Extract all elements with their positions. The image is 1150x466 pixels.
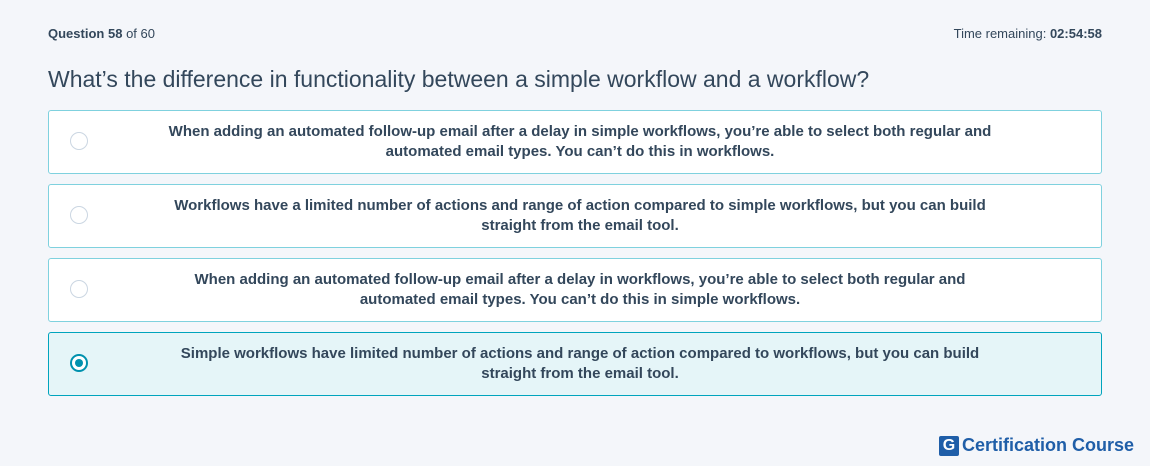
answer-option-text xyxy=(49,270,1101,310)
question-text: What’s the difference in functionality between a simple workflow and a workflow? xyxy=(48,66,870,92)
radio-button[interactable] xyxy=(70,132,88,150)
question-counter-label: Question xyxy=(48,25,105,41)
answer-option-line-2: automated email types. You can’t do this in workflows. xyxy=(385,143,775,160)
answer-option-line-1: When adding an automated follow-up email after a delay in workflows, you’re able to select both regular and xyxy=(194,271,966,288)
answer-option-line-1: Simple workflows have limited number of actions and range of action compared to workflows, but you can build xyxy=(180,345,980,362)
answer-option-line-2: automated email types. You can’t do this in simple workflows. xyxy=(359,291,801,308)
answer-options xyxy=(48,110,1102,406)
time-remaining-value: 02:54:58 xyxy=(1049,25,1102,41)
time-remaining-label: Time remaining: xyxy=(953,25,1047,41)
answer-option-4[interactable] xyxy=(48,332,1102,396)
answer-option-line-2: straight from the email tool. xyxy=(481,365,679,382)
question-counter-total: of 60 xyxy=(126,25,155,41)
answer-option-text xyxy=(49,344,1101,384)
radio-button[interactable] xyxy=(70,280,88,298)
quiz-header xyxy=(48,24,1102,42)
answer-option-text xyxy=(49,122,1101,162)
brand-name: Certification Course xyxy=(961,435,1134,455)
answer-option-2[interactable] xyxy=(48,184,1102,248)
answer-option-3[interactable] xyxy=(48,258,1102,322)
answer-option-line-1: Workflows have a limited number of actions and range of action compared to simple workflows, but you can build xyxy=(174,197,986,214)
radio-button[interactable] xyxy=(70,206,88,224)
question-counter-number: 58 xyxy=(107,25,123,41)
radio-button-selected[interactable] xyxy=(70,354,88,372)
radio-selected-dot xyxy=(75,359,83,367)
time-remaining xyxy=(954,26,1102,41)
answer-option-1[interactable] xyxy=(48,110,1102,174)
brand-g-icon: G xyxy=(939,436,959,456)
answer-option-line-2: straight from the email tool. xyxy=(481,217,679,234)
answer-option-line-1: When adding an automated follow-up email after a delay in simple workflows, you’re able to select both regular and xyxy=(168,123,992,140)
answer-option-text xyxy=(49,196,1101,236)
brand-logo xyxy=(939,435,1134,456)
question-counter xyxy=(48,26,155,41)
